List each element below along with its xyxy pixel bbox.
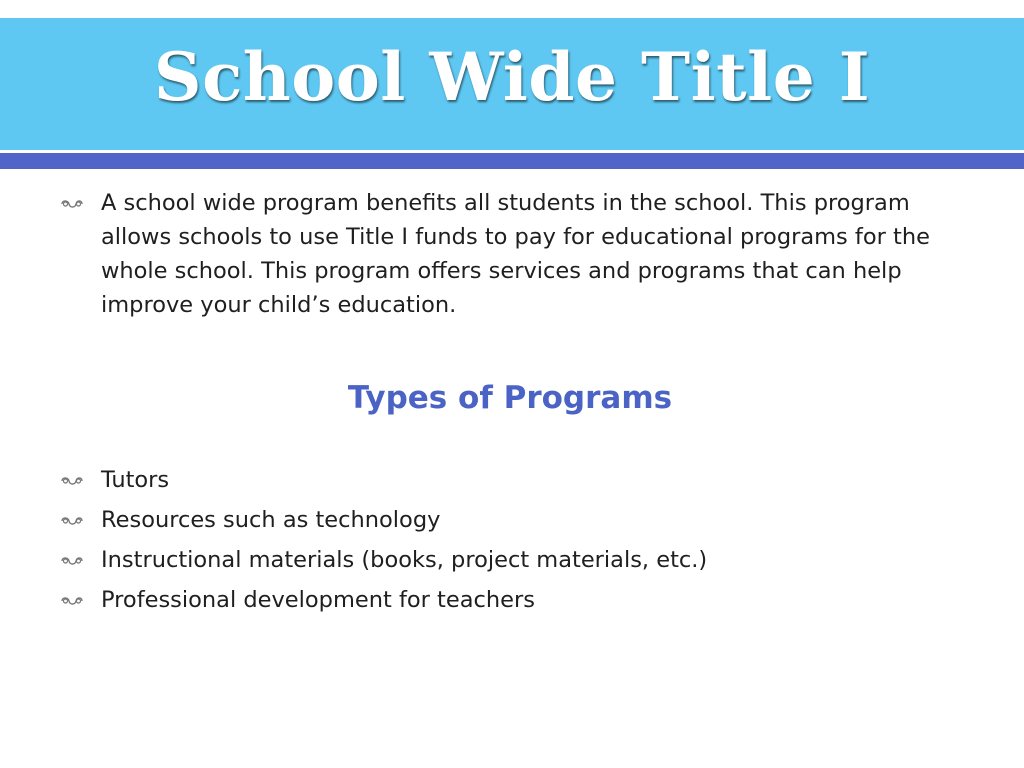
scroll-bullet-icon — [60, 555, 84, 567]
intro-text: A school wide program benefits all students in the school. This program allows schools to use Title I funds to pay for educational programs for the whole school. This program offers services and programs that can help improve your child’s education. — [101, 190, 930, 318]
list-item — [60, 580, 960, 620]
program-list — [60, 460, 960, 620]
scroll-bullet-icon — [60, 475, 84, 487]
title-divider-thick — [0, 153, 1024, 169]
list-item-label: Professional development for teachers — [101, 587, 535, 613]
scroll-bullet-icon — [60, 595, 84, 607]
list-item-label: Tutors — [101, 467, 170, 493]
list-item — [60, 540, 960, 580]
intro-bullet — [60, 186, 960, 322]
scroll-bullet-icon — [60, 198, 84, 210]
list-item-label: Instructional materials (books, project materials, etc.) — [101, 547, 708, 573]
list-item — [60, 500, 960, 540]
slide-title: School Wide Title I — [153, 38, 871, 116]
list-item — [60, 460, 960, 500]
scroll-bullet-icon — [60, 515, 84, 527]
slide-content — [60, 186, 960, 620]
list-item-label: Resources such as technology — [101, 507, 441, 533]
section-subheading: Types of Programs — [347, 380, 673, 416]
